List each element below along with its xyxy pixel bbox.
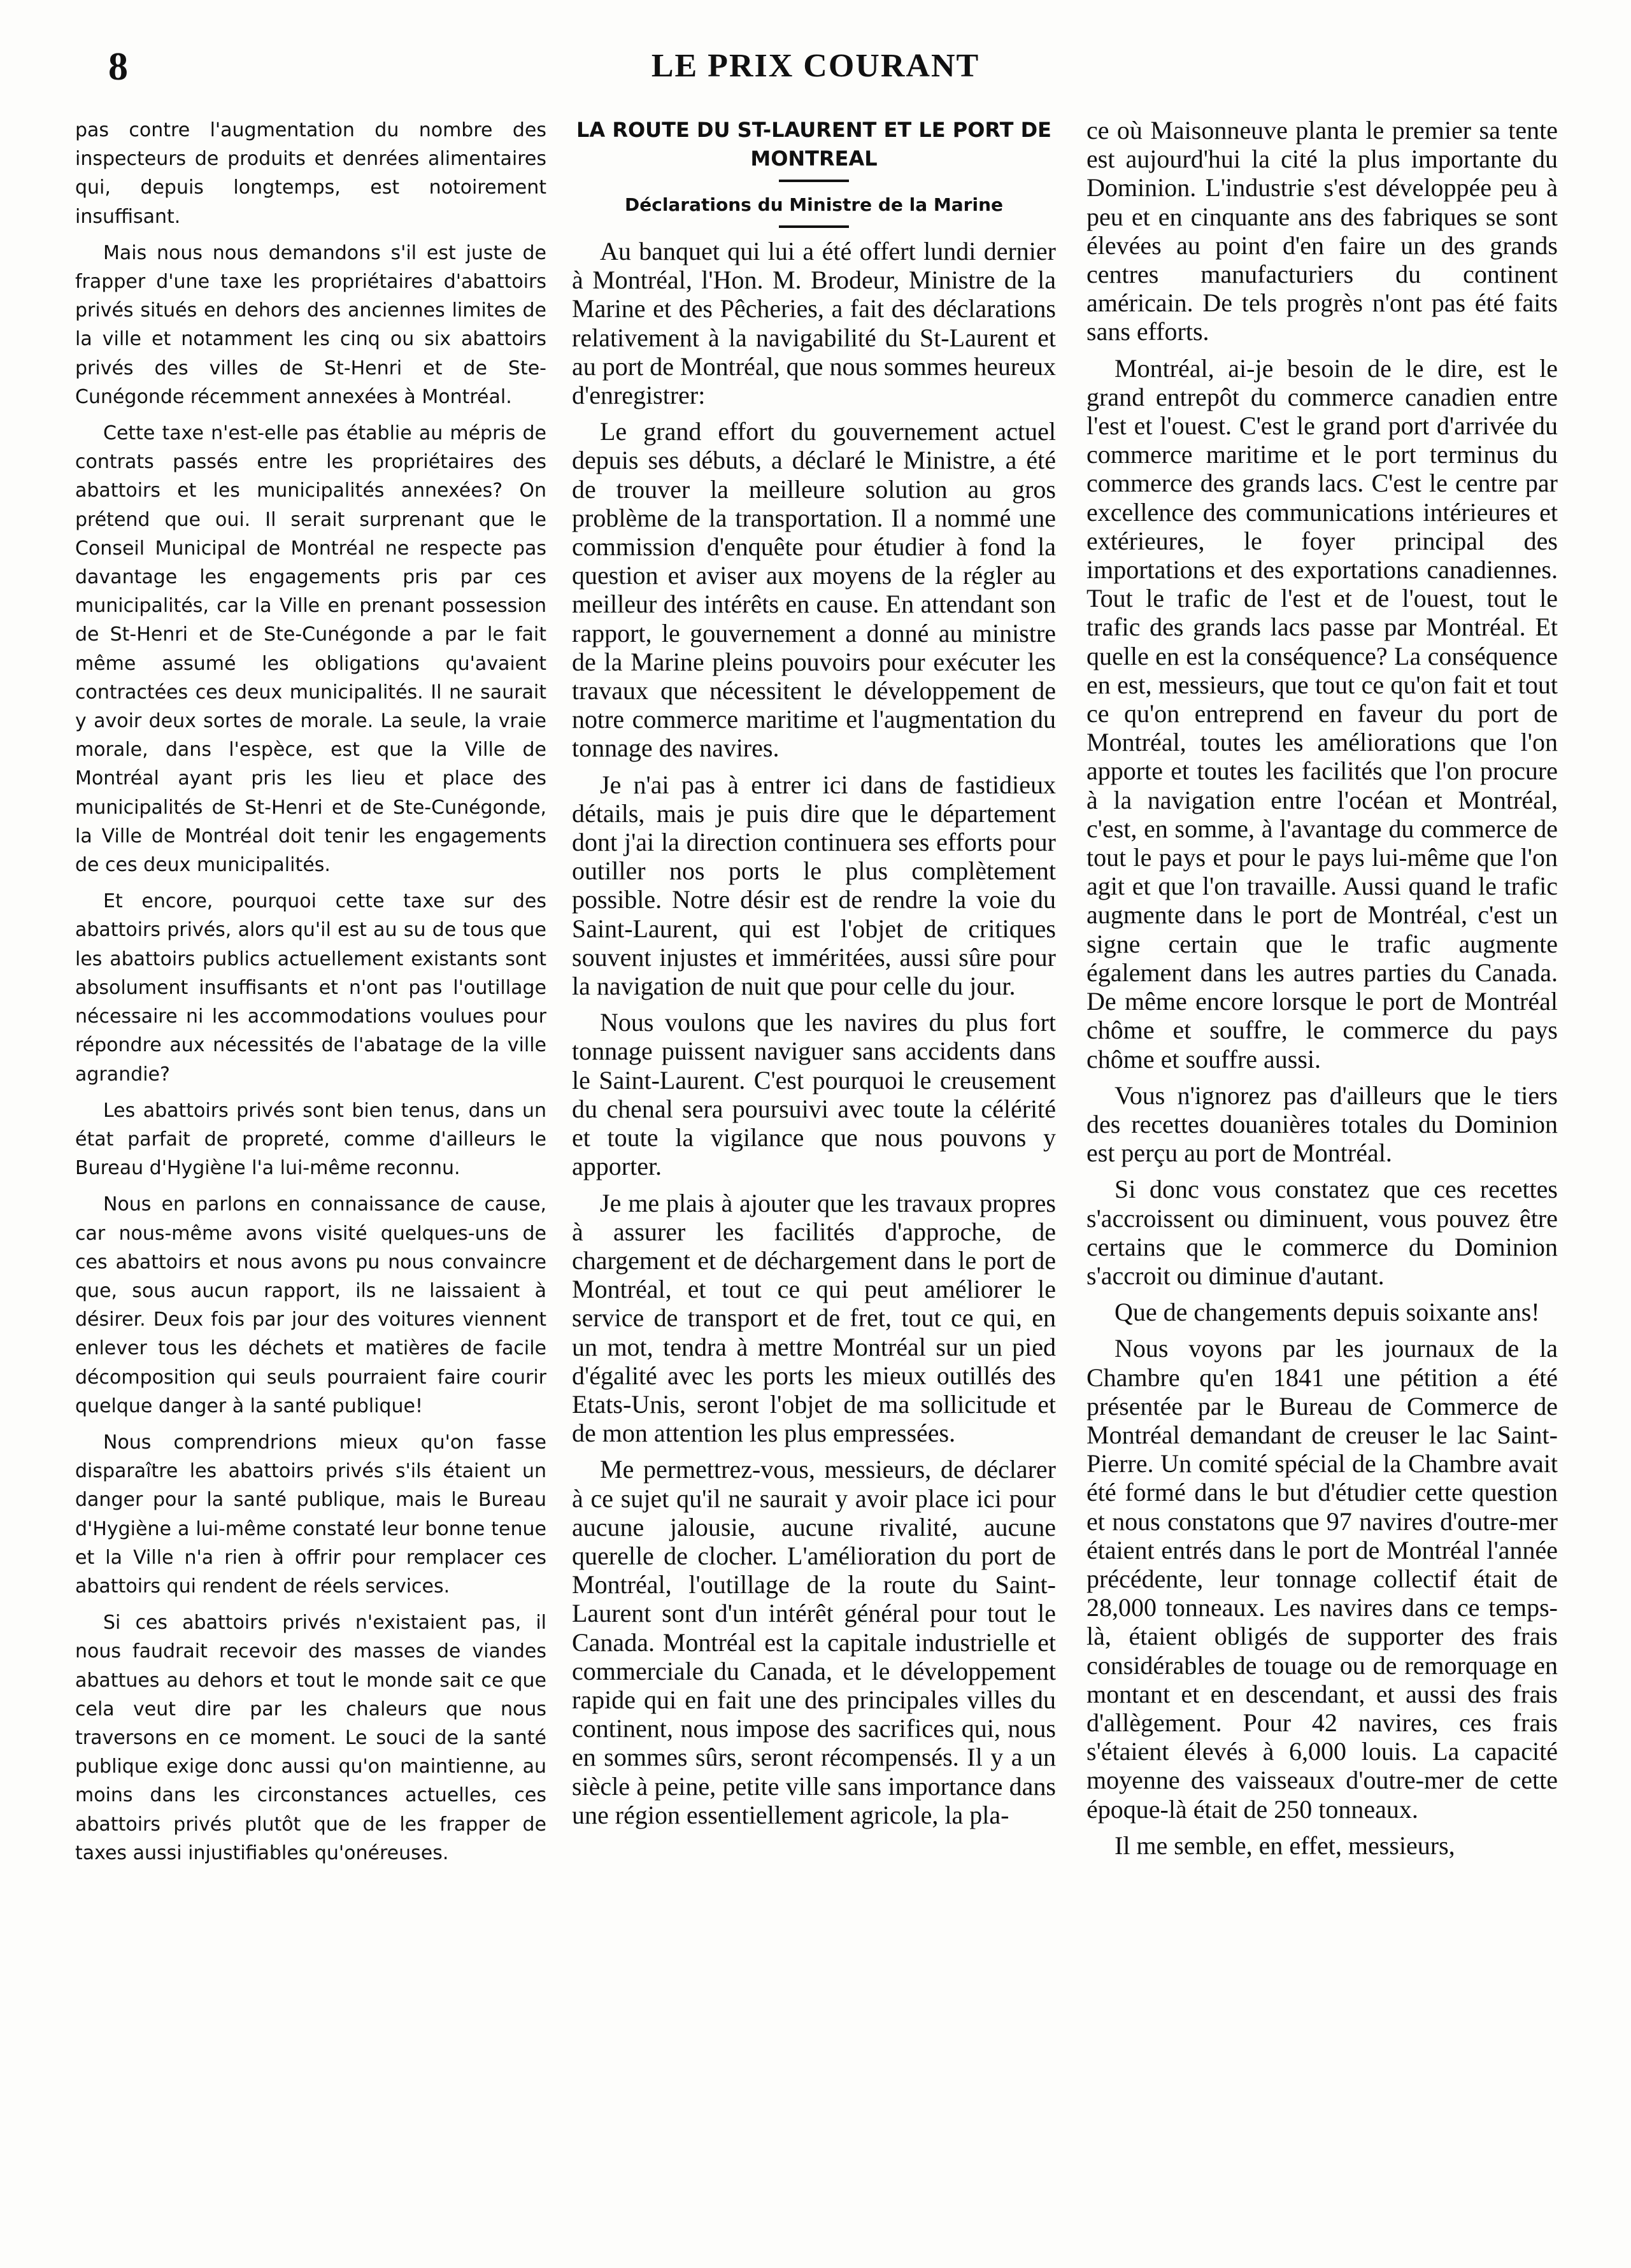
paragraph: pas contre l'augmentation du nombre des inspecteurs de produits et denrées alimentaires qui, depuis longtemps, est notoirement insuffisant. — [75, 119, 546, 228]
paragraph: Si ces abattoirs privés n'existaient pas, il nous faudrait recevoir des masses de viandes abattues au dehors et tout le monde sait ce que cela veut dire par les chaleurs que nous traversons en ce moment. Le souci de la santé publique exige donc aussi qu'on maintienne, au moins dans les circonstances actuelles, ces abattoirs privés plutôt que de les frapper de taxes aussi injustifiables qu'onéreuses. — [75, 1612, 546, 1864]
paragraph: Vous n'ignorez pas d'ailleurs que le tiers des recettes douanières totales du Dominion est perçu au port de Montréal. — [1086, 1081, 1558, 1168]
paragraph: Les abattoirs privés sont bien tenus, dans un état parfait de propreté, comme d'ailleurs le Bureau d'Hygiène l'a lui-même reconnu. — [75, 1099, 546, 1180]
paragraph: Nous voulons que les navires du plus fort tonnage puissent naviguer sans accidents dans le Saint-Laurent. C'est pourquoi le creusement du chenal sera poursuivi avec toute la célérité et toute la vigilance que nous pouvons y apporter. — [572, 1008, 1056, 1181]
paragraph: Montréal, ai-je besoin de le dire, est le grand entrepôt du commerce canadien entre l'est et l'ouest. C'est le grand port d'arrivée du commerce maritime et le port terminus du commerce des grands lacs. C'est le centre par excellence des communications intérieures et extérieures, le foyer principal des importations et des exportations canadiennes. Tout le trafic de l'est et de l'ouest, tout le trafic des grands lacs passe par Montréal. Et quelle en est la conséquence? La conséquence en est, messieurs, que tout ce qu'on fait et tout ce qu'on entreprend en faveur du port de Montréal, toutes les améliorations que l'on apporte et toutes les facilités que l'on procure à la navigation entre l'océan et Montréal, c'est, en somme, à l'avantage du commerce de tout le pays et pour le pays lui-même que l'on agit et que l'on travaille. Aussi quand le trafic augmente dans le port de Montréal, c'est un signe certain que le trafic augmente également dans les autres parties du Canada. De même encore lorsque le port de Montréal chôme et souffre, le commerce du pays chôme et souffre aussi. — [1086, 353, 1558, 1074]
paragraph: Il me semble, en effet, messieurs, — [1115, 1831, 1455, 1860]
paragraph: Le grand effort du gouvernement actuel depuis ses débuts, a déclaré le Ministre, a été de trouver la meilleure solution au gros problème de la transportation. Il a nommé une commission d'enquête pour étudier à fond la question et aviser aux moyens de la régler au meilleur des intérêts en cause. En attendant son rapport, le gouvernement a donné au ministre de la Marine pleins pouvoirs pour exécuter les travaux que nécessitent le développement de notre commerce maritime et l'augmentation du tonnage des navires. — [572, 417, 1056, 763]
paragraph: ce où Maisonneuve planta le premier sa tente est aujourd'hui la cité la plus importante du Dominion. L'industrie s'est développée peu à peu et en cinquante ans des fabriques se sont élevées au point d'en faire un des grands centres manufacturiers du continent américain. De tels progrès n'ont pas été faits sans efforts. — [1086, 116, 1558, 346]
paragraph: Que de changements depuis soixante ans! — [1115, 1298, 1540, 1327]
paragraph: Cette taxe n'est-elle pas établie au mépris de contrats passés entre les propriétaires des abattoirs et les municipalités annexées? On prétend que oui. Il serait surprenant que le Conseil Municipal de Montréal ne respecte pas davantage les engagements pris par ces municipalités, car la Ville en prenant possession de St-Henri et de Ste-Cunégonde a par le fait même assumé les obligations qu'avaient contractées ces deux municipalités. Il ne saurait y avoir deux sortes de morale. La seule, la vraie morale, dans l'espèce, est que la Ville de Montréal ayant pris les lieu et place des municipalités de St-Henri et de Ste-Cunégonde, la Ville de Montréal doit tenir les engagements de ces deux municipalités. — [75, 422, 546, 877]
paragraph: Me permettrez-vous, messieurs, de déclarer à ce sujet qu'il ne saurait y avoir place ici pour aucune jalousie, aucune rivalité, aucune querelle de clocher. L'amélioration du port de Montréal, l'outillage de la route du Saint-Laurent sont d'un intérêt général pour tout le Canada. Montréal est la capitale industrielle et commerciale du Canada, et le développement rapide qui en fait une des principales villes du continent, nous impose des sacrifices qui, nous en sommes sûrs, seront récompensés. Il y a un siècle à peine, petite ville sans importance dans une région essentiellement agricole, la pla- — [572, 1455, 1056, 1829]
title-rule — [779, 180, 849, 182]
paragraph: Et encore, pourquoi cette taxe sur des abattoirs privés, alors qu'il est au su de tous que les abattoirs publics actuellement existants sont absolument insuffisants et n'ont pas l'outillage nécessaire ni les accommodations voulues pour répondre aux nécessités de l'abatage de la ville agrandie? — [75, 890, 546, 1086]
journal-title: LE PRIX COURANT — [651, 48, 980, 84]
paragraph: Au banquet qui lui a été offert lundi dernier à Montréal, l'Hon. M. Brodeur, Ministre de la Marine et des Pêcheries, a fait des déclarations relativement à la navigabilité du St-Laurent et au port de Montréal, que nous sommes heureux d'enregistrer: — [572, 237, 1056, 410]
paragraph: Mais nous nous demandons s'il est juste de frapper d'une taxe les propriétaires d'abattoirs privés situés en dehors des anciennes limites de la ville et notamment les cinq ou six abattoirs privés des villes de St-Henri et de Ste-Cunégonde récemment annexées à Montréal. — [75, 241, 546, 408]
article-subtitle: Déclarations du Ministre de la Marine — [624, 194, 1003, 215]
column-right — [1086, 116, 1558, 2236]
article-title: LA ROUTE DU ST-LAURENT ET LE PORT DE MONTREAL — [576, 118, 1051, 171]
subtitle-rule — [779, 225, 849, 228]
column-left — [75, 116, 546, 2236]
column-middle — [572, 116, 1056, 2236]
paragraph: Je n'ai pas à entrer ici dans de fastidieux détails, mais je puis dire que le département dont j'ai la direction continuera ses efforts pour outiller nos ports le plus complètement possible. Notre désir est de rendre la voie du Saint-Laurent, qui est l'objet de critiques souvent injustes et imméritées, aussi sûre pour la navigation de nuit que pour celle du jour. — [572, 770, 1056, 1001]
paragraph: Nous comprendrions mieux qu'on fasse disparaître les abattoirs privés s'ils étaient un danger pour la santé publique, mais le Bureau d'Hygiène a lui-même constaté leur bonne tenue et la Ville n'a rien à offrir pour remplacer ces abattoirs qui rendent de réels services. — [75, 1431, 546, 1598]
paragraph: Nous voyons par les journaux de la Chambre qu'en 1841 une pétition a été présentée par le Bureau de Commerce de Montréal demandant de creuser le lac Saint-Pierre. Un comité spécial de la Chambre avait été formé dans le but d'étudier cette question et nous constatons que 97 navires d'outre-mer étaient entrés dans le port de Montréal l'année précédente, leur tonnage collectif était de 28,000 tonneaux. Les navires dans ce temps-là, étaient obligés de supporter des frais considérables de touage ou de remorquage en montant et en descendant, et aussi des frais d'allègement. Pour 42 navires, ces frais s'étaient élevés à 6,000 louis. La capacité moyenne des vaisseaux d'outre-mer de cette époque-là était de 250 tonneaux. — [1086, 1334, 1558, 1824]
page-number: 8 — [108, 45, 128, 89]
paragraph: Nous en parlons en connaissance de cause, car nous-même avons visité quelques-uns de ces abattoirs et nous avons pu nous convaincre que, sous aucun rapport, ils ne laissaient à désirer. Deux fois par jour des voitures viennent enlever tous les déchets et matières de facile décomposition qui seuls pourraient faire courir quelque danger à la santé publique! — [75, 1193, 546, 1417]
paragraph: Si donc vous constatez que ces recettes s'accroissent ou diminuent, vous pouvez être certains que le commerce du Dominion s'accroit ou diminue d'autant. — [1086, 1175, 1558, 1290]
paragraph: Je me plais à ajouter que les travaux propres à assurer les facilités d'approche, de chargement et de déchargement dans le port de Montréal, et tout ce qui peut améliorer le service de transport et de fret, tout ce qui, en un mot, tendra à mettre Montréal sur un pied d'égalité avec les ports les mieux outillés des Etats-Unis, seront l'objet de ma sollicitude et de mon attention les plus empressées. — [572, 1188, 1056, 1448]
